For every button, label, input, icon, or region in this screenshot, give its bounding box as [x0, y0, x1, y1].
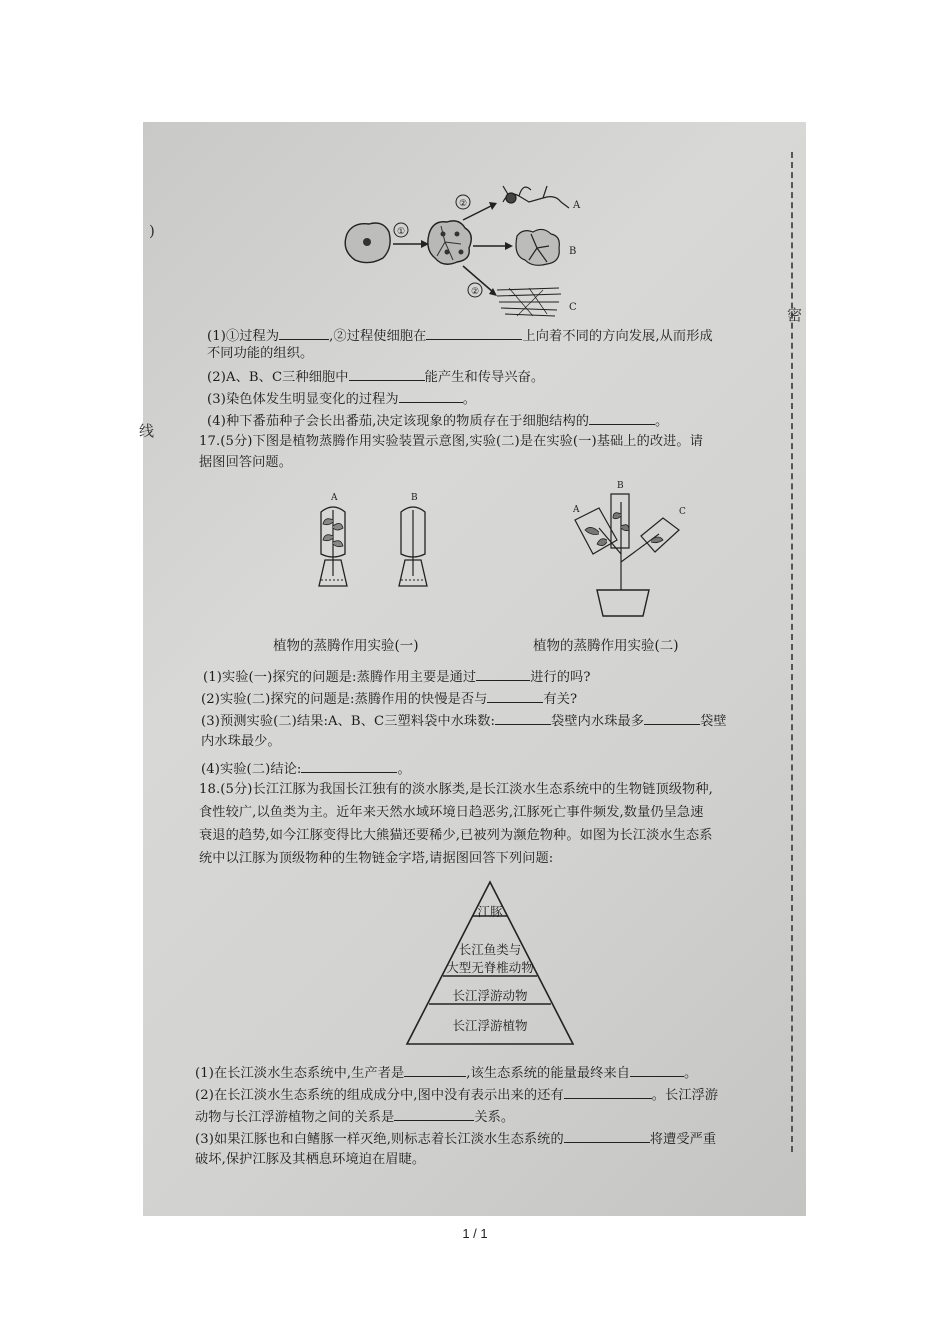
answer-blank — [394, 1108, 474, 1121]
pyramid-level-fish: 长江鱼类与 — [458, 942, 522, 957]
q16-line-3 — [207, 368, 544, 386]
q17-text-1a: (1)实验(一)探究的问题是:蒸腾作用主要是通过 — [203, 670, 477, 685]
answer-blank — [644, 712, 700, 725]
answer-blank — [404, 1064, 466, 1077]
answer-blank — [301, 760, 397, 773]
q18-para-4: 统中以江豚为顶级物种的生物链金字塔,请据图回答下列问题: — [199, 851, 554, 866]
q17-text-3c: 袋壁 — [700, 714, 727, 729]
neuron-cell-A — [503, 186, 569, 208]
q17-intro-1: 17.(5分)下图是植物蒸腾作用实验装置示意图,实验(二)是在实验(一)基础上的改进。请 — [199, 434, 704, 449]
answer-blank — [426, 327, 522, 340]
q18-text-2d: 关系。 — [474, 1110, 515, 1125]
q18-text-2c: 动物与长江浮游植物之间的关系是 — [195, 1110, 395, 1125]
q17-text-2b: 有关? — [543, 692, 578, 707]
muscle-cells-C — [497, 288, 561, 316]
q18-line-5: 破坏,保护江豚及其栖息环境迫在眉睫。 — [195, 1152, 426, 1167]
answer-blank — [279, 327, 329, 340]
q17-intro-2: 据图回答问题。 — [199, 455, 293, 470]
q18-text-2a: (2)在长江淡水生态系统的组成成分中,图中没有表示出来的还有 — [195, 1088, 564, 1103]
q18-para-3: 衰退的趋势,如今江豚变得比大熊猫还要稀少,已被列为濒危物种。如图为长江淡水生态系 — [199, 828, 713, 843]
q18-text-2b: 。长江浮游 — [651, 1088, 719, 1103]
q17-text-3a: (3)预测实验(二)结果:A、B、C三塑料袋中水珠数: — [201, 714, 496, 729]
q18-text-1c: 。 — [684, 1066, 698, 1081]
q16-text-5b: 。 — [655, 414, 669, 429]
caption-experiment-1: 植物的蒸腾作用实验(一) — [273, 638, 419, 654]
photographed-exam-sheet — [139, 122, 806, 1216]
label-B1: B — [411, 493, 418, 503]
answer-blank — [630, 1064, 684, 1077]
q16-text-4a: (3)染色体发生明显变化的过程为 — [207, 392, 399, 407]
answer-blank — [399, 390, 463, 403]
pyramid-level-invertebrates: 大型无脊椎动物 — [446, 960, 534, 975]
q16-line-4 — [207, 390, 476, 408]
q17-text-4a: (4)实验(二)结论: — [201, 762, 302, 777]
q18-para-2: 食性较广,以鱼类为主。近年来天然水域环境日趋恶劣,江豚死亡事件频发,数量仍呈急速 — [199, 805, 704, 820]
q18-line-2 — [195, 1086, 718, 1104]
seal-line-char: 密 — [787, 306, 803, 324]
q17-text-1b: 进行的吗? — [530, 670, 591, 685]
label-B2: B — [617, 481, 624, 491]
q16-text-3a: (2)A、B、C三种细胞中 — [207, 370, 349, 385]
q16-text-1c: 上向着不同的方向发展,从而形成 — [522, 329, 713, 344]
label-A2: A — [573, 505, 580, 515]
seal-dashed-line — [791, 152, 793, 1152]
q18-text-3a: (3)如果江豚也和白鳍豚一样灭绝,则标志着长江淡水生态系统的 — [195, 1132, 564, 1147]
pyramid-level-zooplankton: 长江浮游动物 — [452, 988, 528, 1003]
q18-line-3 — [195, 1108, 514, 1126]
q16-line-1 — [207, 327, 713, 345]
label-A: A — [573, 200, 581, 211]
pyramid-level-dolphin: 江豚 — [477, 904, 503, 919]
q17-line-3 — [201, 712, 727, 730]
label-C2: C — [679, 507, 686, 517]
q17-line-2 — [201, 690, 577, 708]
answer-blank — [487, 690, 543, 703]
q17-line-5 — [201, 760, 411, 778]
q18-text-1a: (1)在长江淡水生态系统中,生产者是 — [195, 1066, 405, 1081]
margin-paren: ) — [149, 222, 155, 240]
process-2-mark: ② — [459, 199, 468, 209]
q18-line-4 — [195, 1130, 716, 1148]
q16-text-5a: (4)种下番茄种子会长出番茄,决定该现象的物质存在于细胞结构的 — [207, 414, 590, 429]
q18-text-3b: 将遭受严重 — [649, 1132, 717, 1147]
transpiration-setup-2 — [559, 478, 709, 618]
cells-B — [516, 229, 559, 265]
q17-text-3b: 袋壁内水珠最多 — [551, 714, 645, 729]
answer-blank — [564, 1086, 652, 1099]
answer-blank — [589, 412, 655, 425]
q18-line-1 — [195, 1064, 697, 1082]
page-number: 1 / 1 — [462, 1226, 488, 1241]
q18-text-1b: ,该生态系统的能量最终来自 — [466, 1066, 631, 1081]
label-B: B — [569, 246, 577, 257]
margin-char: 线 — [139, 422, 155, 440]
q17-line-4: 内水珠最少。 — [201, 734, 281, 749]
q16-line-5 — [207, 412, 668, 430]
label-C: C — [569, 302, 577, 313]
q17-text-4b: 。 — [397, 762, 411, 777]
q16-text-3b: 能产生和传导兴奋。 — [424, 370, 545, 385]
pyramid-level-phytoplankton: 长江浮游植物 — [452, 1018, 528, 1033]
answer-blank — [349, 368, 425, 381]
answer-blank — [564, 1130, 650, 1143]
process-2b-mark: ② — [471, 287, 480, 297]
caption-experiment-2: 植物的蒸腾作用实验(二) — [533, 638, 679, 654]
label-A1: A — [331, 493, 338, 503]
q16-text-1b: ,②过程使细胞在 — [329, 329, 427, 344]
answer-blank — [476, 668, 530, 681]
answer-blank — [495, 712, 551, 725]
process-1-mark: ① — [397, 227, 406, 237]
q16-text-4b: 。 — [462, 392, 477, 407]
q16-text-1a: (1)①过程为 — [207, 329, 280, 344]
q16-line-2: 不同功能的组织。 — [207, 346, 314, 361]
q18-para-1: 18.(5分)长江江豚为我国长江独有的淡水豚类,是长江淡水生态系统中的生物链顶级物种, — [199, 782, 713, 797]
cell-differentiation-diagram — [333, 172, 593, 332]
q17-text-2a: (2)实验(二)探究的问题是:蒸腾作用的快慢是否与 — [201, 692, 488, 707]
q17-line-1 — [203, 668, 591, 686]
transpiration-setup-1 — [303, 490, 443, 600]
